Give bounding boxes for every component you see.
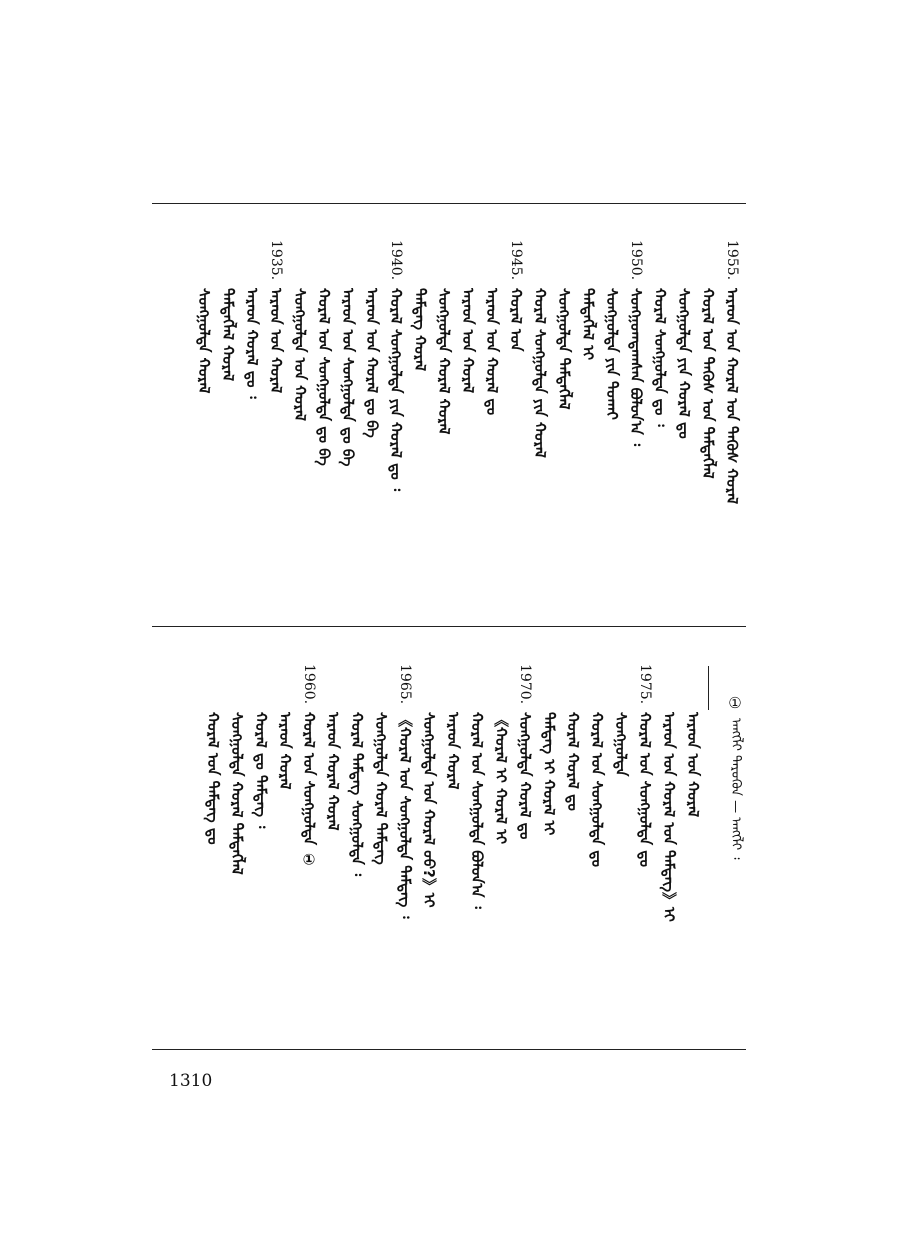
column-year (359, 240, 385, 286)
column-year (695, 240, 721, 286)
column-text: ᠬᠤᠷᠠᠯ ᠬᠤᠷᠠᠯ ᠳᠤ (564, 712, 582, 811)
column-year (407, 240, 433, 286)
column-year: 1960. (301, 664, 317, 705)
column-text: ᠬᠤᠷᠠᠯ ᠰᠤᠩᠭᠤᠯᠲᠠ ᠶᠢᠨ ᠬᠤᠷᠠᠯ ᠳᠤ ᠄ (387, 288, 405, 492)
top-rule (152, 203, 746, 204)
column-text: ᠰᠤᠩᠭᠤᠯᠲᠠ ᠬᠤᠷᠠᠯ ᠲᠡᠮᠳᠡᠭ (372, 712, 390, 865)
column-text: ᠰᠤᠩᠭᠤᠭᠳᠠᠭᠰᠠᠨ ᠪᠣᠯᠤᠨ᠎ᠠ ᠄ (627, 288, 645, 447)
column-text: ᠠᠷᠠᠳ ᠤᠨ ᠬᠤᠷᠠᠯ (267, 288, 285, 394)
column-text: ᠠᠷᠠᠳ ᠬᠤᠷᠠᠯ (444, 712, 462, 790)
text-column (584, 664, 610, 1034)
middle-rule (152, 626, 746, 627)
column-text: ᠬᠤᠷᠠᠯ ᠲᠡᠮᠳᠡᠭ ᠰᠤᠩᠭᠤᠯᠲᠠ ᠄ (348, 712, 366, 877)
text-column (296, 664, 322, 1034)
text-column (320, 664, 346, 1034)
text-column (248, 664, 274, 1034)
column-year (680, 664, 706, 710)
column-text: ᠰᠤᠩᠭᠤᠯᠲᠠ ᠶᠢᠨ ᠬᠤᠷᠠᠯ ᠳᠤ (675, 288, 693, 439)
column-text: ᠠᠷᠠᠳ ᠤᠨ ᠬᠤᠷᠠᠯ ᠤᠨ ᠲᠡᠭᠦᠰ ᠬᠤᠷᠠᠯ (723, 288, 741, 505)
column-text: ᠠᠷᠠᠳ ᠤᠨ ᠬᠤᠷᠠᠯ ᠳᠤ ᠪᠠ (363, 288, 381, 438)
top-text-band (152, 240, 746, 610)
column-text: ᠠᠷᠠᠳ ᠤᠨ ᠰᠤᠩᠭᠤᠯᠲᠠ ᠳᠤ ᠪᠠ (339, 288, 357, 467)
text-column (671, 240, 697, 610)
column-text: ᠬᠤᠷᠠᠯ ᠰᠤᠩᠭᠤᠯᠲᠠ ᠶᠢᠨ ᠬᠤᠷᠠᠯ (531, 288, 549, 458)
text-column (191, 240, 217, 610)
text-column (632, 664, 658, 1034)
column-year: 1935. (268, 240, 284, 281)
footnote-marker: ① (728, 694, 742, 712)
text-column (383, 240, 409, 610)
text-column (239, 240, 265, 610)
column-text: ᠬᠤᠷᠠᠯ ᠤᠨ (507, 288, 525, 352)
column-year (431, 240, 457, 286)
column-year (608, 664, 634, 710)
column-text: 《ᠬᠤᠷᠠᠯ ᠢ ᠬᠤᠷᠠᠯ ᠢ (492, 712, 510, 845)
text-column (512, 664, 538, 1034)
column-year: 1945. (508, 240, 524, 281)
text-column (695, 240, 721, 610)
text-column (680, 664, 706, 1034)
column-text: ᠠᠷᠠᠳ ᠬᠤᠷᠠᠯ ᠳᠤ ᠄ (243, 288, 261, 399)
column-year (488, 664, 514, 710)
column-year: 1950. (628, 240, 644, 281)
text-column (224, 664, 250, 1034)
column-text: ᠰᠤᠩᠭᠤᠯᠲᠠ ᠲᠡᠮᠳᠡᠭᠯᠡᠯ (555, 288, 573, 410)
column-text: ᠰᠤᠩᠭᠤᠯᠲᠠ ᠬᠤᠷᠠᠯ ᠬᠤᠷᠠᠯ (435, 288, 453, 435)
column-year: 1955. (724, 240, 740, 281)
column-text: ᠲᠡᠮᠳᠡᠭ ᠬᠤᠷᠠᠯ (411, 288, 429, 372)
column-text: ᠰᠤᠩᠭᠤᠯᠲᠠ ᠬᠤᠷᠠᠯ (195, 288, 213, 394)
column-year (536, 664, 562, 710)
text-column (287, 240, 313, 610)
column-text: ᠬᠤᠷᠠᠯ ᠰᠤᠩᠭᠤᠯᠲᠠ ᠳᠤ ᠄ (651, 288, 669, 427)
text-column (536, 664, 562, 1034)
column-year (455, 240, 481, 286)
column-year (320, 664, 346, 710)
text-column (560, 664, 586, 1034)
column-year: 1940. (388, 240, 404, 281)
column-text: ᠬᠤᠷᠠᠯ ᠤᠨ ᠲᠡᠭᠦᠰ ᠤᠨ ᠲᠡᠮᠳᠡᠭᠯᠡᠯ (699, 288, 717, 479)
page-number: 1310 (169, 1071, 213, 1091)
text-column (488, 664, 514, 1034)
column-text: ᠰᠤᠩᠭᠤᠯᠲᠠ ᠤᠨ ᠬᠤᠷᠠᠯ ᠤᠤ?》ᠢ (420, 712, 438, 908)
text-column (479, 240, 505, 610)
text-column (656, 664, 682, 1034)
column-year (335, 240, 361, 286)
column-text: ᠬᠤᠷᠠᠯ ᠤᠨ ᠰᠤᠩᠭᠤᠯᠲᠠ ᠪᠣᠯᠤᠨ᠎ᠠ ᠄ (468, 712, 486, 909)
column-text: ᠠᠷᠠᠳ ᠤᠨ ᠬᠤᠷᠠᠯ (684, 712, 702, 818)
text-column (311, 240, 337, 610)
column-year (416, 664, 442, 710)
column-year (656, 664, 682, 710)
column-text: ᠠᠷᠠᠳ ᠬᠤᠷᠠᠯ ᠬᠤᠷᠠᠯ (324, 712, 342, 831)
column-text: ᠰᠤᠩᠭᠤᠯᠲᠠ ᠬᠤᠷᠠᠯ ᠳᠤ (516, 712, 534, 840)
text-column (335, 240, 361, 610)
column-text: ᠬᠤᠷᠠᠯ ᠤᠨ ᠰᠤᠩᠭᠤᠯᠲᠠ ᠳᠤ (636, 712, 654, 867)
column-year (560, 664, 586, 710)
column-year: 1975. (637, 664, 653, 705)
column-text: ᠬᠤᠷᠠᠯ ᠤᠨ ᠰᠤᠩᠭᠤᠯᠲᠠ ᠳᠤ (588, 712, 606, 867)
column-text: ᠠᠷᠠᠳ ᠤᠨ ᠬᠤᠷᠠᠯ ᠤᠨ ᠲᠡᠮᠳᠡᠭ》ᠢ (660, 712, 678, 922)
bottom-rule (152, 1049, 746, 1050)
column-year: 1965. (397, 664, 413, 705)
text-column (359, 240, 385, 610)
column-text: ᠬᠤᠷᠠᠯ ᠤᠨ ᠲᠡᠮᠳᠡᠭ ᠳᠤ (204, 712, 222, 845)
column-text: ᠲᠡᠮᠳᠡᠭᠯᠡᠯ ᠢ (579, 288, 597, 361)
column-year (575, 240, 601, 286)
column-text: ᠲᠡᠮᠳᠡᠭᠯᠡᠯ ᠬᠤᠷᠠᠯ (219, 288, 237, 382)
text-column (431, 240, 457, 610)
text-column (263, 240, 289, 610)
column-text: ᠠᠷᠠᠳ ᠬᠤᠷᠠᠯ (276, 712, 294, 790)
column-year (368, 664, 394, 710)
text-column (527, 240, 553, 610)
text-column (599, 240, 625, 610)
column-year (671, 240, 697, 286)
text-column (215, 240, 241, 610)
column-year (191, 240, 217, 286)
text-column (392, 664, 418, 1034)
text-column (416, 664, 442, 1034)
text-column (455, 240, 481, 610)
column-year (248, 664, 274, 710)
column-year (440, 664, 466, 710)
column-text: ᠲᠡᠮᠳᠡᠭ ᠢ ᠬᠤᠷᠠᠯ ᠢ (540, 712, 558, 836)
column-year (344, 664, 370, 710)
column-year (479, 240, 505, 286)
column-year (224, 664, 250, 710)
column-year (311, 240, 337, 286)
text-column (344, 664, 370, 1034)
column-text: ᠠᠷᠠᠳ ᠤᠨ ᠬᠤᠷᠠᠯ ᠳᠤ (483, 288, 501, 416)
column-text: ᠬᠤᠷᠠᠯ ᠳᠤ ᠲᠡᠮᠳᠡᠭ ᠄ (252, 712, 270, 829)
column-text: ᠠᠷᠠᠳ ᠤᠨ ᠬᠤᠷᠠᠯ (459, 288, 477, 394)
column-year (527, 240, 553, 286)
text-column (272, 664, 298, 1034)
text-column (503, 240, 529, 610)
text-column (407, 240, 433, 610)
text-column (551, 240, 577, 610)
column-year (200, 664, 226, 710)
column-text: ᠬᠤᠷᠠᠯ ᠤᠨ ᠰᠤᠩᠭᠤᠯᠲᠠ ᠳᠤ ᠪᠠ (315, 288, 333, 466)
text-column (719, 240, 745, 610)
text-column (440, 664, 466, 1034)
text-column (464, 664, 490, 1034)
column-year (584, 664, 610, 710)
column-text: ᠰᠤᠩᠭᠤᠯᠲᠠ (612, 712, 630, 777)
text-column (647, 240, 673, 610)
text-column (623, 240, 649, 610)
column-year (599, 240, 625, 286)
column-text: ᠬᠤᠷᠠᠯ ᠤᠨ ᠰᠤᠩᠭᠤᠯᠲᠠ ① (300, 712, 318, 869)
column-year (272, 664, 298, 710)
column-year (239, 240, 265, 286)
text-column (575, 240, 601, 610)
column-year (647, 240, 673, 286)
text-column (608, 664, 634, 1034)
column-text: ᠰᠤᠩᠭᠤᠯᠲᠠ ᠶᠢᠨ ᠲᠤᠬᠠᠢ (603, 288, 621, 420)
column-year (287, 240, 313, 286)
column-year (551, 240, 577, 286)
column-year (464, 664, 490, 710)
column-year: 1970. (517, 664, 533, 705)
column-text: ᠰᠤᠩᠭᠤᠯᠲᠠ ᠬᠤᠷᠠᠯ ᠲᠡᠮᠳᠡᠭᠯᠡᠯ (228, 712, 246, 875)
text-column (368, 664, 394, 1034)
text-column (200, 664, 226, 1034)
column-text: ᠰᠤᠩᠭᠤᠯᠲᠠ ᠤᠨ ᠬᠤᠷᠠᠯ (291, 288, 309, 422)
column-text: 《ᠬᠤᠷᠠᠯ ᠤᠨ ᠰᠤᠩᠭᠤᠯᠲᠠ ᠲᠡᠮᠳᠡᠭ ᠄ (396, 712, 414, 919)
bottom-text-band (152, 664, 746, 1034)
footnote-text: ᠠᠩᠭᠯᠢ ᠳᠡᠷᠦᠭᠦᠨ — ᠠᠩᠭᠯᠢ ᠄ (728, 718, 743, 860)
column-year (215, 240, 241, 286)
